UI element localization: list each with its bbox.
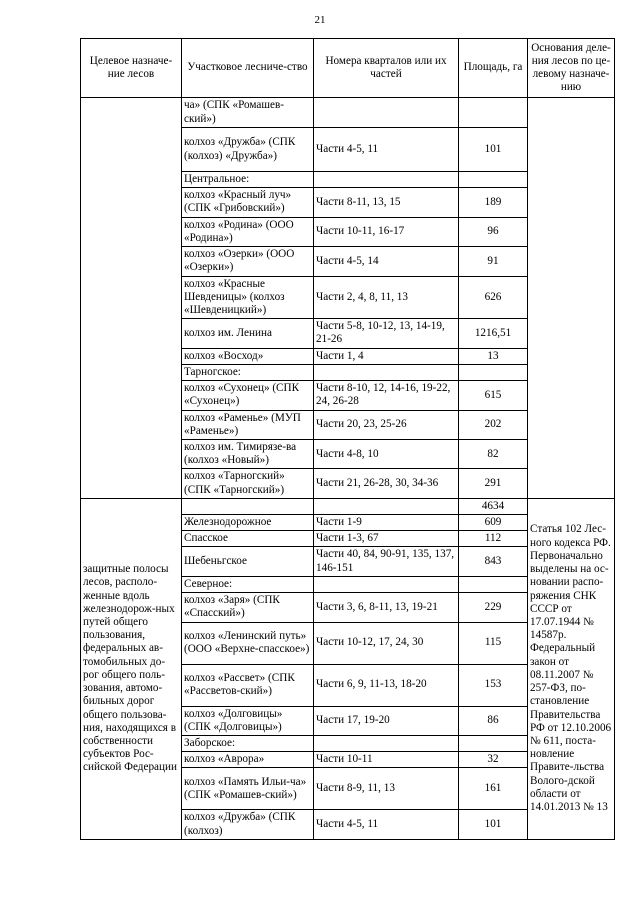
- area-cell: 843: [459, 547, 528, 576]
- quarters-cell: Части 8-10, 12, 14-16, 19-22, 24, 26-28: [314, 381, 459, 410]
- district-cell: Центральное:: [182, 172, 314, 188]
- district-cell: колхоз «Красный луч» (СПК «Грибовский»): [182, 188, 314, 217]
- district-cell: Заборское:: [182, 736, 314, 752]
- quarters-cell: Части 8-9, 11, 13: [314, 768, 459, 810]
- area-cell: 86: [459, 706, 528, 735]
- area-cell: 229: [459, 593, 528, 622]
- quarters-cell: Части 40, 84, 90-91, 135, 137, 146-151: [314, 547, 459, 576]
- district-cell: [182, 498, 314, 514]
- table-row: [81, 498, 615, 514]
- area-cell: 32: [459, 752, 528, 768]
- area-cell: 609: [459, 515, 528, 531]
- area-cell: 82: [459, 439, 528, 468]
- district-cell: колхоз «Ленинский путь» (ООО «Верхне-спасское»): [182, 622, 314, 664]
- district-cell: колхоз «Память Ильи-ча» (СПК «Ромашев-ский»): [182, 768, 314, 810]
- area-cell: 91: [459, 247, 528, 276]
- area-cell: 1216,51: [459, 319, 528, 348]
- area-cell: 202: [459, 410, 528, 439]
- district-cell: колхоз им. Тимирязе-ва (колхоз «Новый»): [182, 439, 314, 468]
- district-cell: Тарногское:: [182, 364, 314, 380]
- quarters-cell: [314, 736, 459, 752]
- quarters-cell: Части 21, 26-28, 30, 34-36: [314, 469, 459, 498]
- district-cell: колхоз «Рассвет» (СПК «Рассветов-ский»): [182, 664, 314, 706]
- header-purpose: Целевое назначе-ние лесов: [81, 39, 182, 98]
- quarters-cell: Части 1, 4: [314, 348, 459, 364]
- quarters-cell: Части 4-5, 14: [314, 247, 459, 276]
- area-cell: 13: [459, 348, 528, 364]
- area-cell: [459, 98, 528, 128]
- area-cell: 101: [459, 810, 528, 839]
- area-cell: 161: [459, 768, 528, 810]
- district-cell: ча» (СПК «Ромашев-ский»): [182, 98, 314, 128]
- district-cell: колхоз «Дружба» (СПК (колхоз): [182, 810, 314, 839]
- district-cell: Северное:: [182, 576, 314, 592]
- quarters-cell: [314, 364, 459, 380]
- page-number: 21: [314, 14, 326, 26]
- quarters-cell: Части 20, 23, 25-26: [314, 410, 459, 439]
- quarters-cell: Части 17, 19-20: [314, 706, 459, 735]
- basis-cell: Статья 102 Лес-ного кодекса РФ. Первоначально выделены на ос-новании распо-ряжения СНК СССР от 17.07.1944 № 14587р. Федеральный закон от 08.11.2007 № 257-ФЗ, по-становление Правительства РФ от 12.10.2006 № 611, поста-новление Правите-льства Волого-дской области от 14.01.2013 № 13: [528, 498, 615, 839]
- area-cell: 115: [459, 622, 528, 664]
- header-row: [81, 39, 615, 98]
- quarters-cell: Части 5-8, 10-12, 13, 14-19, 21-26: [314, 319, 459, 348]
- header-quarters: Номера кварталов или их частей: [314, 39, 459, 98]
- table-row: [81, 98, 615, 128]
- district-cell: колхоз «Аврора»: [182, 752, 314, 768]
- district-cell: колхоз им. Ленина: [182, 319, 314, 348]
- area-cell: [459, 576, 528, 592]
- district-cell: Спасское: [182, 531, 314, 547]
- area-cell: [459, 736, 528, 752]
- basis-cell: [528, 98, 615, 499]
- quarters-cell: Части 2, 4, 8, 11, 13: [314, 276, 459, 319]
- area-cell: 4634: [459, 498, 528, 514]
- quarters-cell: Части 1-3, 67: [314, 531, 459, 547]
- district-cell: колхоз «Дружба» (СПК (колхоз) «Дружба»): [182, 128, 314, 172]
- quarters-cell: [314, 98, 459, 128]
- district-cell: колхоз «Тарногский» (СПК «Тарногский»): [182, 469, 314, 498]
- area-cell: 153: [459, 664, 528, 706]
- quarters-cell: [314, 498, 459, 514]
- area-cell: 101: [459, 128, 528, 172]
- quarters-cell: Части 4-8, 10: [314, 439, 459, 468]
- area-cell: 291: [459, 469, 528, 498]
- area-cell: 112: [459, 531, 528, 547]
- quarters-cell: [314, 576, 459, 592]
- forest-table: [80, 38, 615, 840]
- quarters-cell: Части 4-5, 11: [314, 128, 459, 172]
- district-cell: Железнодорожное: [182, 515, 314, 531]
- quarters-cell: Части 10-12, 17, 24, 30: [314, 622, 459, 664]
- area-cell: 626: [459, 276, 528, 319]
- quarters-cell: Части 10-11, 16-17: [314, 217, 459, 246]
- quarters-cell: Части 1-9: [314, 515, 459, 531]
- district-cell: колхоз «Родина» (ООО «Родина»): [182, 217, 314, 246]
- district-cell: колхоз «Раменье» (МУП «Раменье»): [182, 410, 314, 439]
- quarters-cell: Части 6, 9, 11-13, 18-20: [314, 664, 459, 706]
- district-cell: колхоз «Сухонец» (СПК «Сухонец»): [182, 381, 314, 410]
- quarters-cell: Части 8-11, 13, 15: [314, 188, 459, 217]
- purpose-cell: [81, 98, 182, 499]
- area-cell: 189: [459, 188, 528, 217]
- area-cell: [459, 364, 528, 380]
- table-body: [81, 98, 615, 840]
- header-area: Площадь, га: [459, 39, 528, 98]
- quarters-cell: Части 3, 6, 8-11, 13, 19-21: [314, 593, 459, 622]
- quarters-cell: [314, 172, 459, 188]
- header-basis: Основания деле-ния лесов по це-левому назначе-нию: [528, 39, 615, 98]
- area-cell: 615: [459, 381, 528, 410]
- district-cell: колхоз «Долговицы» (СПК «Долговицы»): [182, 706, 314, 735]
- district-cell: колхоз «Красные Шевденицы» (колхоз «Шевденицкий»): [182, 276, 314, 319]
- quarters-cell: Части 10-11: [314, 752, 459, 768]
- district-cell: колхоз «Заря» (СПК «Спасский»): [182, 593, 314, 622]
- area-cell: 96: [459, 217, 528, 246]
- district-cell: колхоз «Озерки» (ООО «Озерки»): [182, 247, 314, 276]
- quarters-cell: Части 4-5, 11: [314, 810, 459, 839]
- header-district: Участковое лесниче-ство: [182, 39, 314, 98]
- district-cell: Шебеньгское: [182, 547, 314, 576]
- district-cell: колхоз «Восход»: [182, 348, 314, 364]
- purpose-cell: защитные полосы лесов, располо-женные вдоль железнодорож-ных путей общего пользования, федеральных ав-томобильных до-рог общего поль-зования, автомо-бильных дорог общего пользова-ния, находящихся в собственности субъектов Рос-сийской Федерации: [81, 498, 182, 839]
- area-cell: [459, 172, 528, 188]
